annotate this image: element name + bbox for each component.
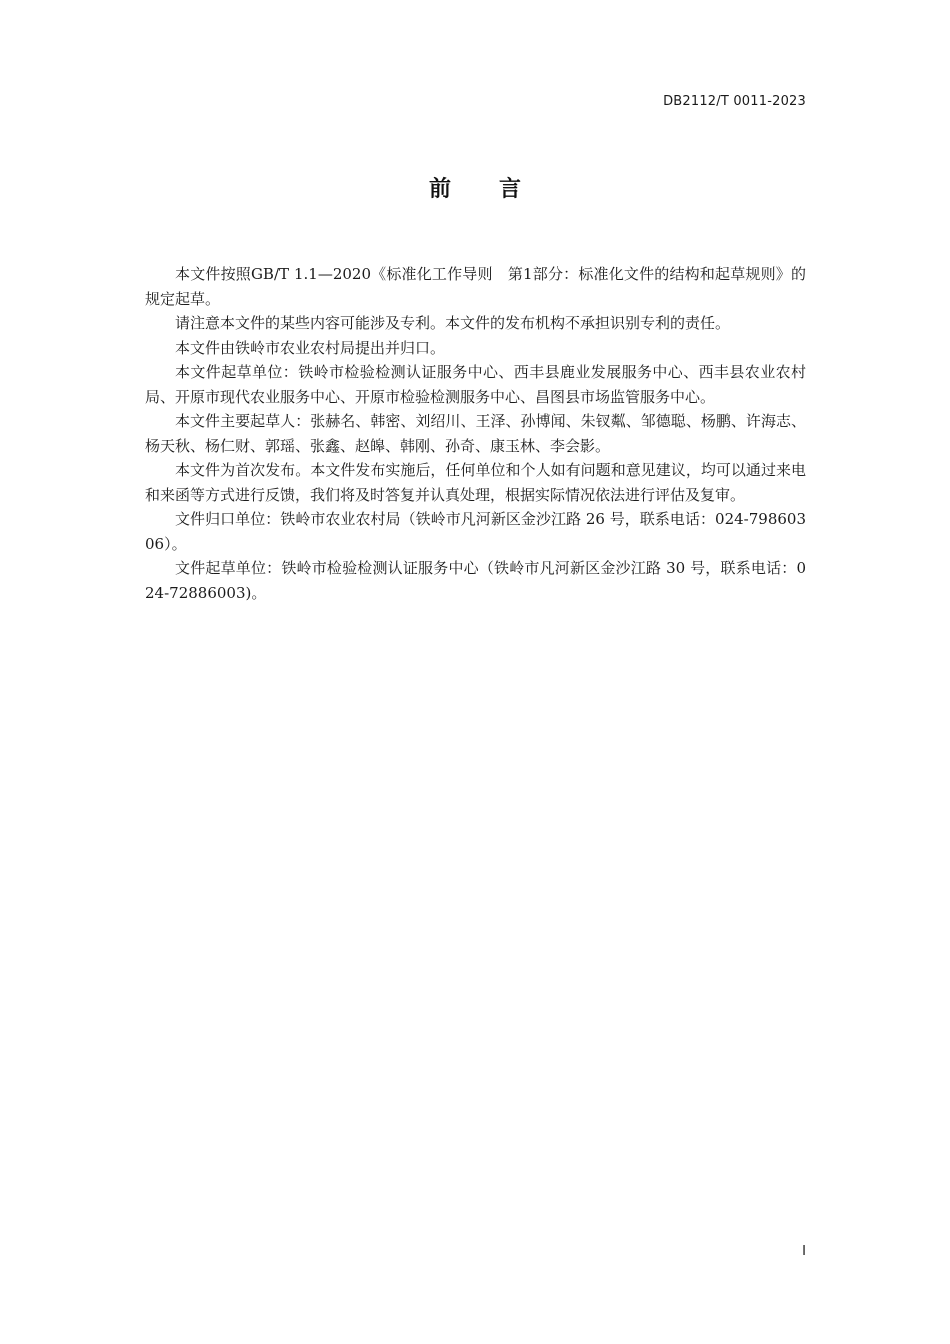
paragraph-drafters: 本文件主要起草人：张赫名、韩密、刘绍川、王泽、孙博闻、朱钗粼、邹德聪、杨鹏、许海志、杨天秋、杨仁财、郭瑶、张鑫、赵皞、韩刚、孙奇、康玉林、李会影。	[145, 412, 806, 455]
paragraph-drafting-rules: 本文件按照GB/T 1.1—2020《标准化工作导则 第1部分：标准化文件的结构和起草规则》的规定起草。	[145, 265, 806, 308]
page-number: I	[802, 1244, 806, 1259]
paragraph-proposer: 本文件由铁岭市农业农村局提出并归口。	[175, 338, 446, 357]
paragraph-drafting-unit-contact: 文件起草单位：铁岭市检验检测认证服务中心（铁岭市凡河新区金沙江路 30 号，联系电话：024-72886003)。	[145, 559, 806, 602]
page-title: 前言	[428, 177, 569, 202]
document-code: DB2112/T 0011-2023	[663, 94, 806, 109]
paragraph-responsible-unit: 文件归口单位：铁岭市农业农村局（铁岭市凡河新区金沙江路 26 号，联系电话：024-79860306）。	[145, 510, 806, 553]
foreword-body	[145, 262, 806, 605]
paragraph-patent-notice: 请注意本文件的某些内容可能涉及专利。本文件的发布机构不承担识别专利的责任。	[175, 314, 731, 332]
paragraph-first-release: 本文件为首次发布。本文件发布实施后，任何单位和个人如有问题和意见建议，均可以通过来电和来函等方式进行反馈，我们将及时答复并认真处理，根据实际情况依法进行评估及复审。	[145, 461, 806, 504]
paragraph-drafting-units: 本文件起草单位：铁岭市检验检测认证服务中心、西丰县鹿业发展服务中心、西丰县农业农村局、开原市现代农业服务中心、开原市检验检测服务中心、昌图县市场监管服务中心。	[145, 363, 806, 406]
